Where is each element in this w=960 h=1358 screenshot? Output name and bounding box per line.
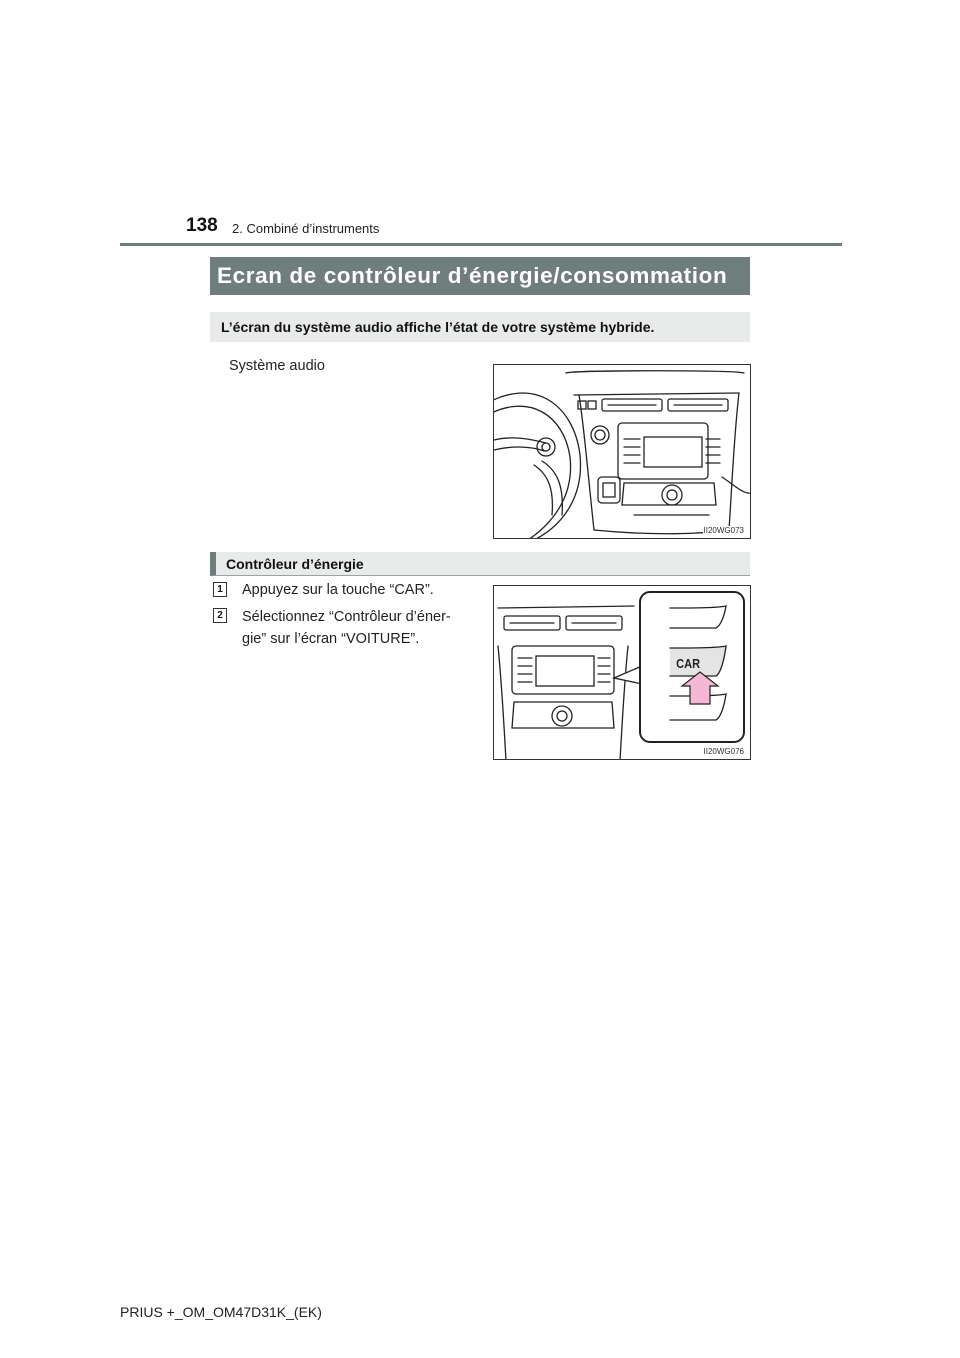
figure-code: II20WG073 xyxy=(703,526,744,535)
section-title-bar xyxy=(210,257,750,295)
car-button-illustration xyxy=(493,585,751,760)
audio-system-label: Système audio xyxy=(229,358,325,374)
step-text: Sélectionnez “Contrôleur d’éner- xyxy=(242,609,451,625)
figure-code: II20WG076 xyxy=(703,747,744,756)
chapter-title: 2. Combiné d’instruments xyxy=(232,221,380,236)
intro-text: L’écran du système audio affiche l’état de votre système hybride. xyxy=(221,319,655,335)
intro-box xyxy=(210,312,750,342)
subsection-title: Contrôleur d’énergie xyxy=(226,555,364,572)
step-text: gie” sur l’écran “VOITURE”. xyxy=(242,631,420,647)
header-rule xyxy=(120,243,842,246)
subsection-header xyxy=(210,552,750,576)
section-title: Ecran de contrôleur d’énergie/consommation xyxy=(217,263,728,288)
step-number: 1 xyxy=(213,582,227,597)
car-button-label: CAR xyxy=(676,656,701,671)
page-number: 138 xyxy=(186,215,218,236)
footer-code: PRIUS +_OM_OM47D31K_(EK) xyxy=(120,1304,322,1320)
dashboard-illustration xyxy=(493,364,751,539)
step-text: Appuyez sur la touche “CAR”. xyxy=(242,582,434,598)
step-number: 2 xyxy=(213,608,227,623)
